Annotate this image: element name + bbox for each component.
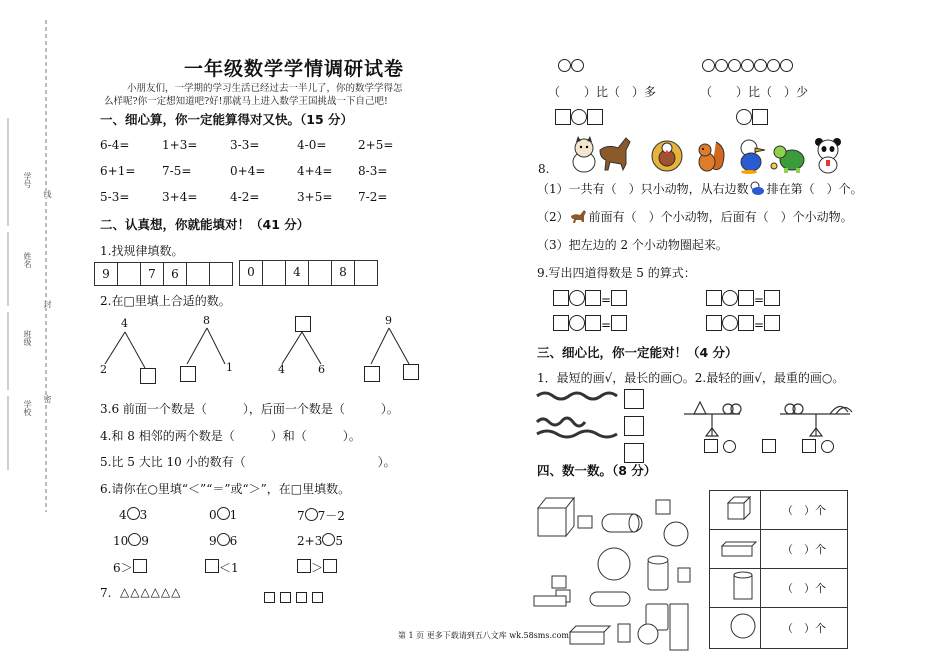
bond-top: 9 [385, 314, 392, 327]
compare-circle[interactable] [322, 533, 335, 546]
bond-answer-box[interactable] [180, 366, 196, 382]
sequence-2 [240, 260, 378, 286]
square-icon [280, 592, 291, 603]
section4-heading: 四、数一数。（8 分） [537, 463, 657, 478]
shape-row [555, 108, 603, 127]
problem: 4+4= [297, 164, 333, 178]
bond-left: 2 [100, 363, 107, 376]
compare-item: 7 7－2 [297, 509, 345, 523]
compare-circle[interactable] [217, 507, 230, 520]
problem: 6-4= [100, 138, 130, 152]
ropes-illustration [533, 388, 623, 448]
sequence-cell[interactable]: 8 [331, 260, 355, 286]
question-4: 4.和 8 相邻的两个数是（ ）和（ ）。 [100, 429, 361, 443]
problem: 1+3= [162, 138, 198, 152]
question-8-2: （2） 前面有（ ）个小动物，后面有（ ）个小动物。 [537, 210, 853, 224]
question-8-3: （3）把左边的 2 个小动物圈起来。 [537, 238, 728, 252]
question-8-label: 8. [538, 162, 550, 176]
circle-icon [767, 59, 780, 72]
circle-icon [780, 59, 793, 72]
footer-text: 第 1 页 更多下载请到五八文库 wk.58sms.com [398, 631, 569, 640]
bond-answer-box[interactable] [140, 368, 156, 384]
circle-icon [571, 109, 587, 125]
page-title: 一年级数学学情调研试卷 [184, 58, 405, 80]
class-label: 班级 [23, 330, 32, 346]
rope-answer-box[interactable] [624, 389, 644, 409]
scale-answers-2 [762, 437, 776, 456]
compare-item: 4 3 [119, 508, 148, 522]
intro-line-2: 么样呢?你一定想知道吧?好!那就马上进入数学王国挑战一下自己吧! [104, 96, 388, 107]
circle-icon [558, 59, 571, 72]
horse-icon [569, 208, 589, 224]
section1-heading: 一、细心算，你一定能算得对又快。（15 分） [100, 112, 353, 127]
sphere-icon [710, 608, 760, 644]
square-icon [296, 592, 307, 603]
triangles-row: △△△△△△ [120, 585, 182, 599]
squares-row [264, 587, 323, 606]
sequence-cell[interactable] [209, 262, 233, 286]
count-row [710, 569, 848, 608]
compare-item: 10 9 [113, 534, 149, 548]
circle-icon [736, 109, 752, 125]
duck-icon [749, 181, 767, 195]
seal-label: 封 [43, 300, 52, 308]
count-table [709, 490, 848, 649]
scale-answers-1 [704, 437, 736, 456]
sequence-cell[interactable] [262, 260, 286, 286]
sequence-cell[interactable] [117, 262, 141, 286]
problem: 3-3= [230, 138, 260, 152]
question-7: 7. [100, 586, 112, 600]
equation-template: = [553, 314, 627, 333]
name-label: 姓名 [23, 252, 32, 268]
bond-right: 1 [226, 361, 233, 374]
square-icon [555, 109, 571, 125]
circle-icon [754, 59, 767, 72]
bond-top: 8 [203, 314, 210, 327]
compare-circle[interactable] [127, 507, 140, 520]
sequence-cell[interactable]: 4 [285, 260, 309, 286]
count-row [710, 491, 848, 530]
inequality-item: ＞ [297, 559, 337, 576]
problem: 3+5= [297, 190, 333, 204]
count-answer[interactable]: （ ）个 [761, 491, 848, 530]
turtle-icon [770, 138, 810, 176]
sequence-cell[interactable] [186, 262, 210, 286]
inequality-item: ＜1 [205, 559, 239, 576]
rope-answer-box[interactable] [624, 416, 644, 436]
question-2: 2.在□里填上合适的数。 [100, 294, 231, 308]
answer-box[interactable] [205, 559, 219, 573]
sequence-cell[interactable] [308, 260, 332, 286]
problem: 2+5= [358, 138, 394, 152]
horse-icon [596, 134, 636, 172]
circles-group-left [558, 56, 584, 75]
compare-item: 2+3 5 [297, 534, 343, 548]
bond-answer-box[interactable] [403, 364, 419, 380]
compare-circle[interactable] [305, 508, 318, 521]
equation-template: = [553, 289, 627, 308]
school-label: 学校 [23, 400, 32, 416]
squirrel-icon [694, 138, 728, 176]
problem: 4-0= [297, 138, 327, 152]
answer-box[interactable] [297, 559, 311, 573]
sequence-cell[interactable]: 9 [94, 262, 118, 286]
question-5: 5.比 5 大比 10 小的数有（ ）。 [100, 455, 396, 469]
duck-icon [734, 136, 768, 174]
problem: 3+4= [162, 190, 198, 204]
equation-template: = [706, 289, 780, 308]
panda-icon [811, 136, 845, 174]
question-3: 3.6 前面一个数是（ ），后面一个数是（ ）。 [100, 402, 399, 416]
square-icon [587, 109, 603, 125]
cylinder-icon [710, 569, 760, 603]
count-row [710, 608, 848, 649]
sequence-cell[interactable] [354, 260, 378, 286]
circle-icon [702, 59, 715, 72]
circle-icon [571, 59, 584, 72]
square-icon [752, 109, 768, 125]
bond-top: 4 [121, 317, 128, 330]
line-label: 线 [43, 190, 52, 198]
compare-circle[interactable] [128, 533, 141, 546]
answer-box[interactable] [323, 559, 337, 573]
sequence-cell[interactable]: 0 [239, 260, 263, 286]
section3-heading: 三、细心比，你一定能对！（4 分） [537, 345, 738, 360]
sequence-cell[interactable]: 6 [163, 262, 187, 286]
inequality-item: 6＞ [113, 559, 147, 576]
shape-row-2 [736, 108, 768, 127]
more-than-text: （ ）比（ ）多 [548, 85, 657, 99]
equation-template: = [706, 314, 780, 333]
circle-icon [715, 59, 728, 72]
circle-icon [741, 59, 754, 72]
bond-left: 4 [278, 363, 285, 376]
problem: 8-3= [358, 164, 388, 178]
answer-box[interactable] [133, 559, 147, 573]
compare-item: 0 1 [209, 508, 238, 522]
count-answer[interactable]: （ ）个 [761, 530, 848, 569]
cuboid-icon [710, 530, 760, 564]
sequence-cell[interactable]: 7 [140, 262, 164, 286]
count-row [710, 530, 848, 569]
compare-item: 9 6 [209, 534, 238, 548]
square-icon [312, 592, 323, 603]
circles-group-right [702, 56, 793, 75]
question-8-1: （1）一共有（ ）只小动物，从右边数 排在第（ ）个。 [537, 182, 863, 196]
rope-answer-box[interactable] [624, 443, 644, 463]
compare-circle[interactable] [217, 533, 230, 546]
cube-icon [710, 491, 760, 525]
less-than-text: （ ）比（ ）少 [700, 85, 809, 99]
square-icon [264, 592, 275, 603]
sequence-1 [95, 262, 233, 286]
question-1: 1.找规律填数。 [100, 244, 184, 258]
problem: 0+4= [230, 164, 266, 178]
secret-label: 密 [43, 395, 52, 403]
problem: 6+1= [100, 164, 136, 178]
question-6: 6.请你在○里填“＜”“＝”或“＞”，在□里填数。 [100, 482, 351, 496]
section2-heading: 二、认真想，你就能填对！（41 分） [100, 217, 310, 232]
bond-right: 6 [318, 363, 325, 376]
intro-line-1: 小朋友们，一学期的学习生活已经过去一半儿了，你的数学学得怎 [127, 83, 403, 94]
circle-icon [728, 59, 741, 72]
problem: 7-2= [358, 190, 388, 204]
scale-answers-3 [802, 437, 834, 456]
student-no-label: 学号 [23, 172, 32, 188]
problem: 4-2= [230, 190, 260, 204]
bond-answer-box[interactable] [364, 366, 380, 382]
count-answer[interactable]: （ ）个 [761, 569, 848, 608]
turkey-icon [648, 136, 686, 174]
bond-answer-box[interactable] [295, 316, 311, 332]
question-9: 9.写出四道得数是 5 的算式： [537, 266, 696, 280]
section3-question: 1．最短的画√，最长的画○。2.最轻的画√，最重的画○。 [537, 371, 845, 385]
problem: 5-3= [100, 190, 130, 204]
count-answer[interactable]: （ ）个 [761, 608, 848, 649]
problem: 7-5= [162, 164, 192, 178]
